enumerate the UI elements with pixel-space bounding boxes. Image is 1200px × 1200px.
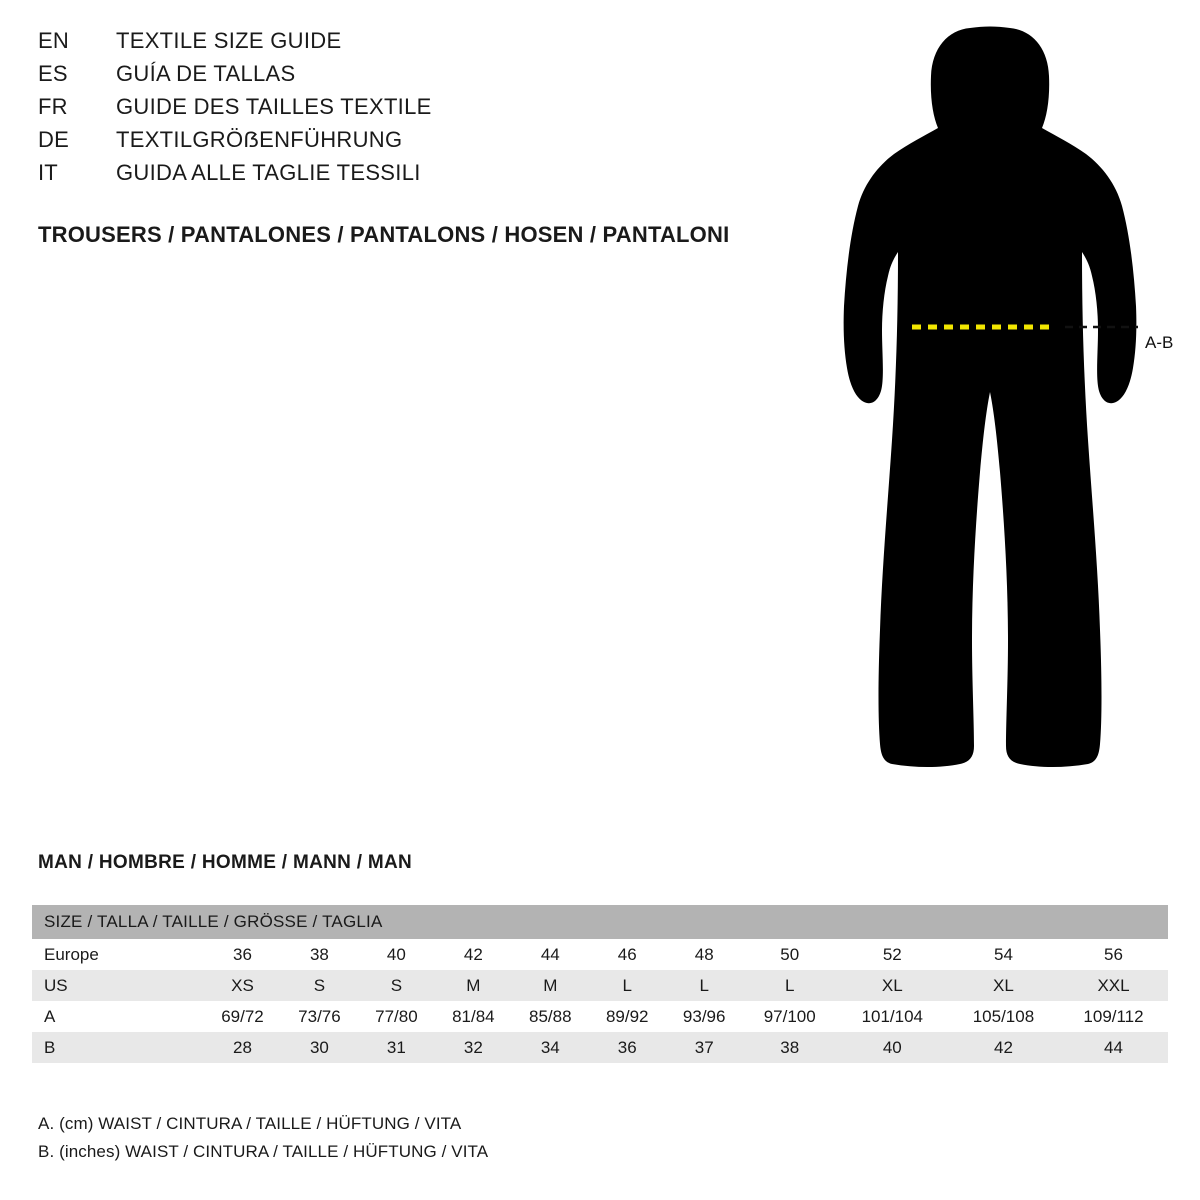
table-cell: S	[313, 975, 326, 995]
table-cell: S	[390, 975, 403, 995]
table-cell: XS	[231, 975, 254, 995]
table-cell: 56	[1104, 944, 1123, 964]
language-row	[38, 94, 798, 127]
table-cell: 101/104	[861, 1006, 924, 1026]
table-cell: 42	[993, 1037, 1013, 1057]
table-cell: 97/100	[763, 1006, 816, 1026]
table-row	[32, 939, 1168, 970]
table-head	[32, 905, 1168, 939]
table-cell: M	[543, 975, 558, 995]
table-row	[32, 1001, 1168, 1032]
table-cell: 38	[309, 944, 329, 964]
table-cell: 30	[309, 1037, 329, 1057]
language-code: EN	[38, 28, 69, 53]
table-cell: 40	[882, 1037, 902, 1057]
table-cell: 50	[780, 944, 800, 964]
language-row	[38, 160, 798, 193]
size-chart-table	[32, 905, 1168, 1063]
language-code: DE	[38, 127, 69, 152]
footnote-b: B. (inches) WAIST / CINTURA / TAILLE / HÜFTUNG / VITA	[38, 1142, 489, 1161]
table-cell: 54	[993, 944, 1013, 964]
table-cell: 81/84	[452, 1006, 495, 1026]
language-text: TEXTILGRÖẞENFÜHRUNG	[116, 127, 403, 152]
table-cell: 73/76	[298, 1006, 341, 1026]
table-section-title: MAN / HOMBRE / HOMME / MANN / MAN	[38, 852, 413, 873]
table-cell: XL	[881, 975, 903, 995]
table-cell: L	[622, 975, 632, 995]
table-cell: 85/88	[529, 1006, 572, 1026]
table-cell: 93/96	[682, 1006, 726, 1026]
language-row	[38, 61, 798, 94]
row-label: Europe	[44, 944, 99, 964]
table-cell: 36	[617, 1037, 637, 1057]
language-code: ES	[38, 61, 68, 86]
language-text: GUÍA DE TALLAS	[116, 61, 296, 86]
language-text: GUIDE DES TAILLES TEXTILE	[116, 94, 432, 119]
table-row	[32, 1032, 1168, 1063]
table-header-row	[32, 905, 1168, 939]
language-code: IT	[38, 160, 58, 185]
table-cell: 28	[233, 1037, 252, 1057]
row-label: A	[44, 1006, 56, 1026]
figure-illustration	[820, 20, 1190, 810]
table-cell: 69/72	[221, 1006, 264, 1026]
table-cell: L	[699, 975, 709, 995]
man-silhouette-icon	[820, 20, 1190, 810]
table-cell: XL	[993, 975, 1014, 995]
table-cell: L	[784, 975, 795, 995]
language-row	[38, 127, 798, 160]
table-cell: M	[466, 975, 481, 995]
table-cell: 32	[463, 1037, 483, 1057]
language-text: TEXTILE SIZE GUIDE	[116, 28, 342, 53]
measure-label-a-b: A-B	[1145, 333, 1174, 352]
table-cell: 36	[233, 944, 252, 964]
table-cell: 34	[540, 1037, 560, 1057]
row-label: US	[44, 975, 68, 995]
language-text: GUIDA ALLE TAGLIE TESSILI	[116, 160, 421, 185]
table-cell: 40	[386, 944, 406, 964]
table-cell: 105/108	[972, 1006, 1035, 1026]
table-row	[32, 970, 1168, 1001]
table-cell: 42	[463, 944, 483, 964]
table-cell: 46	[617, 944, 637, 964]
footnote-a: A. (cm) WAIST / CINTURA / TAILLE / HÜFTUNG / VITA	[38, 1114, 462, 1133]
table-cell: 77/80	[375, 1006, 418, 1026]
table-cell: XXL	[1097, 975, 1130, 995]
table-cell: 109/112	[1083, 1006, 1144, 1026]
language-row	[38, 28, 798, 61]
table-cell: 52	[882, 944, 902, 964]
table-cell: 31	[386, 1037, 406, 1057]
table-cell: 44	[540, 944, 560, 964]
table-cell: 89/92	[605, 1006, 649, 1026]
table-cell: 38	[780, 1037, 800, 1057]
row-label: B	[44, 1037, 56, 1057]
table-cell: 37	[694, 1037, 714, 1057]
footnotes	[38, 1110, 488, 1166]
language-title-block	[38, 28, 798, 193]
language-code: FR	[38, 94, 68, 119]
table-cell: 44	[1104, 1037, 1123, 1057]
table-body	[32, 939, 1168, 1063]
garment-type-title: TROUSERS / PANTALONES / PANTALONS / HOSEN / PANTALONI	[38, 222, 730, 247]
table-header-cell: SIZE / TALLA / TAILLE / GRÖSSE / TAGLIA	[32, 905, 1168, 939]
table-cell: 48	[694, 944, 714, 964]
